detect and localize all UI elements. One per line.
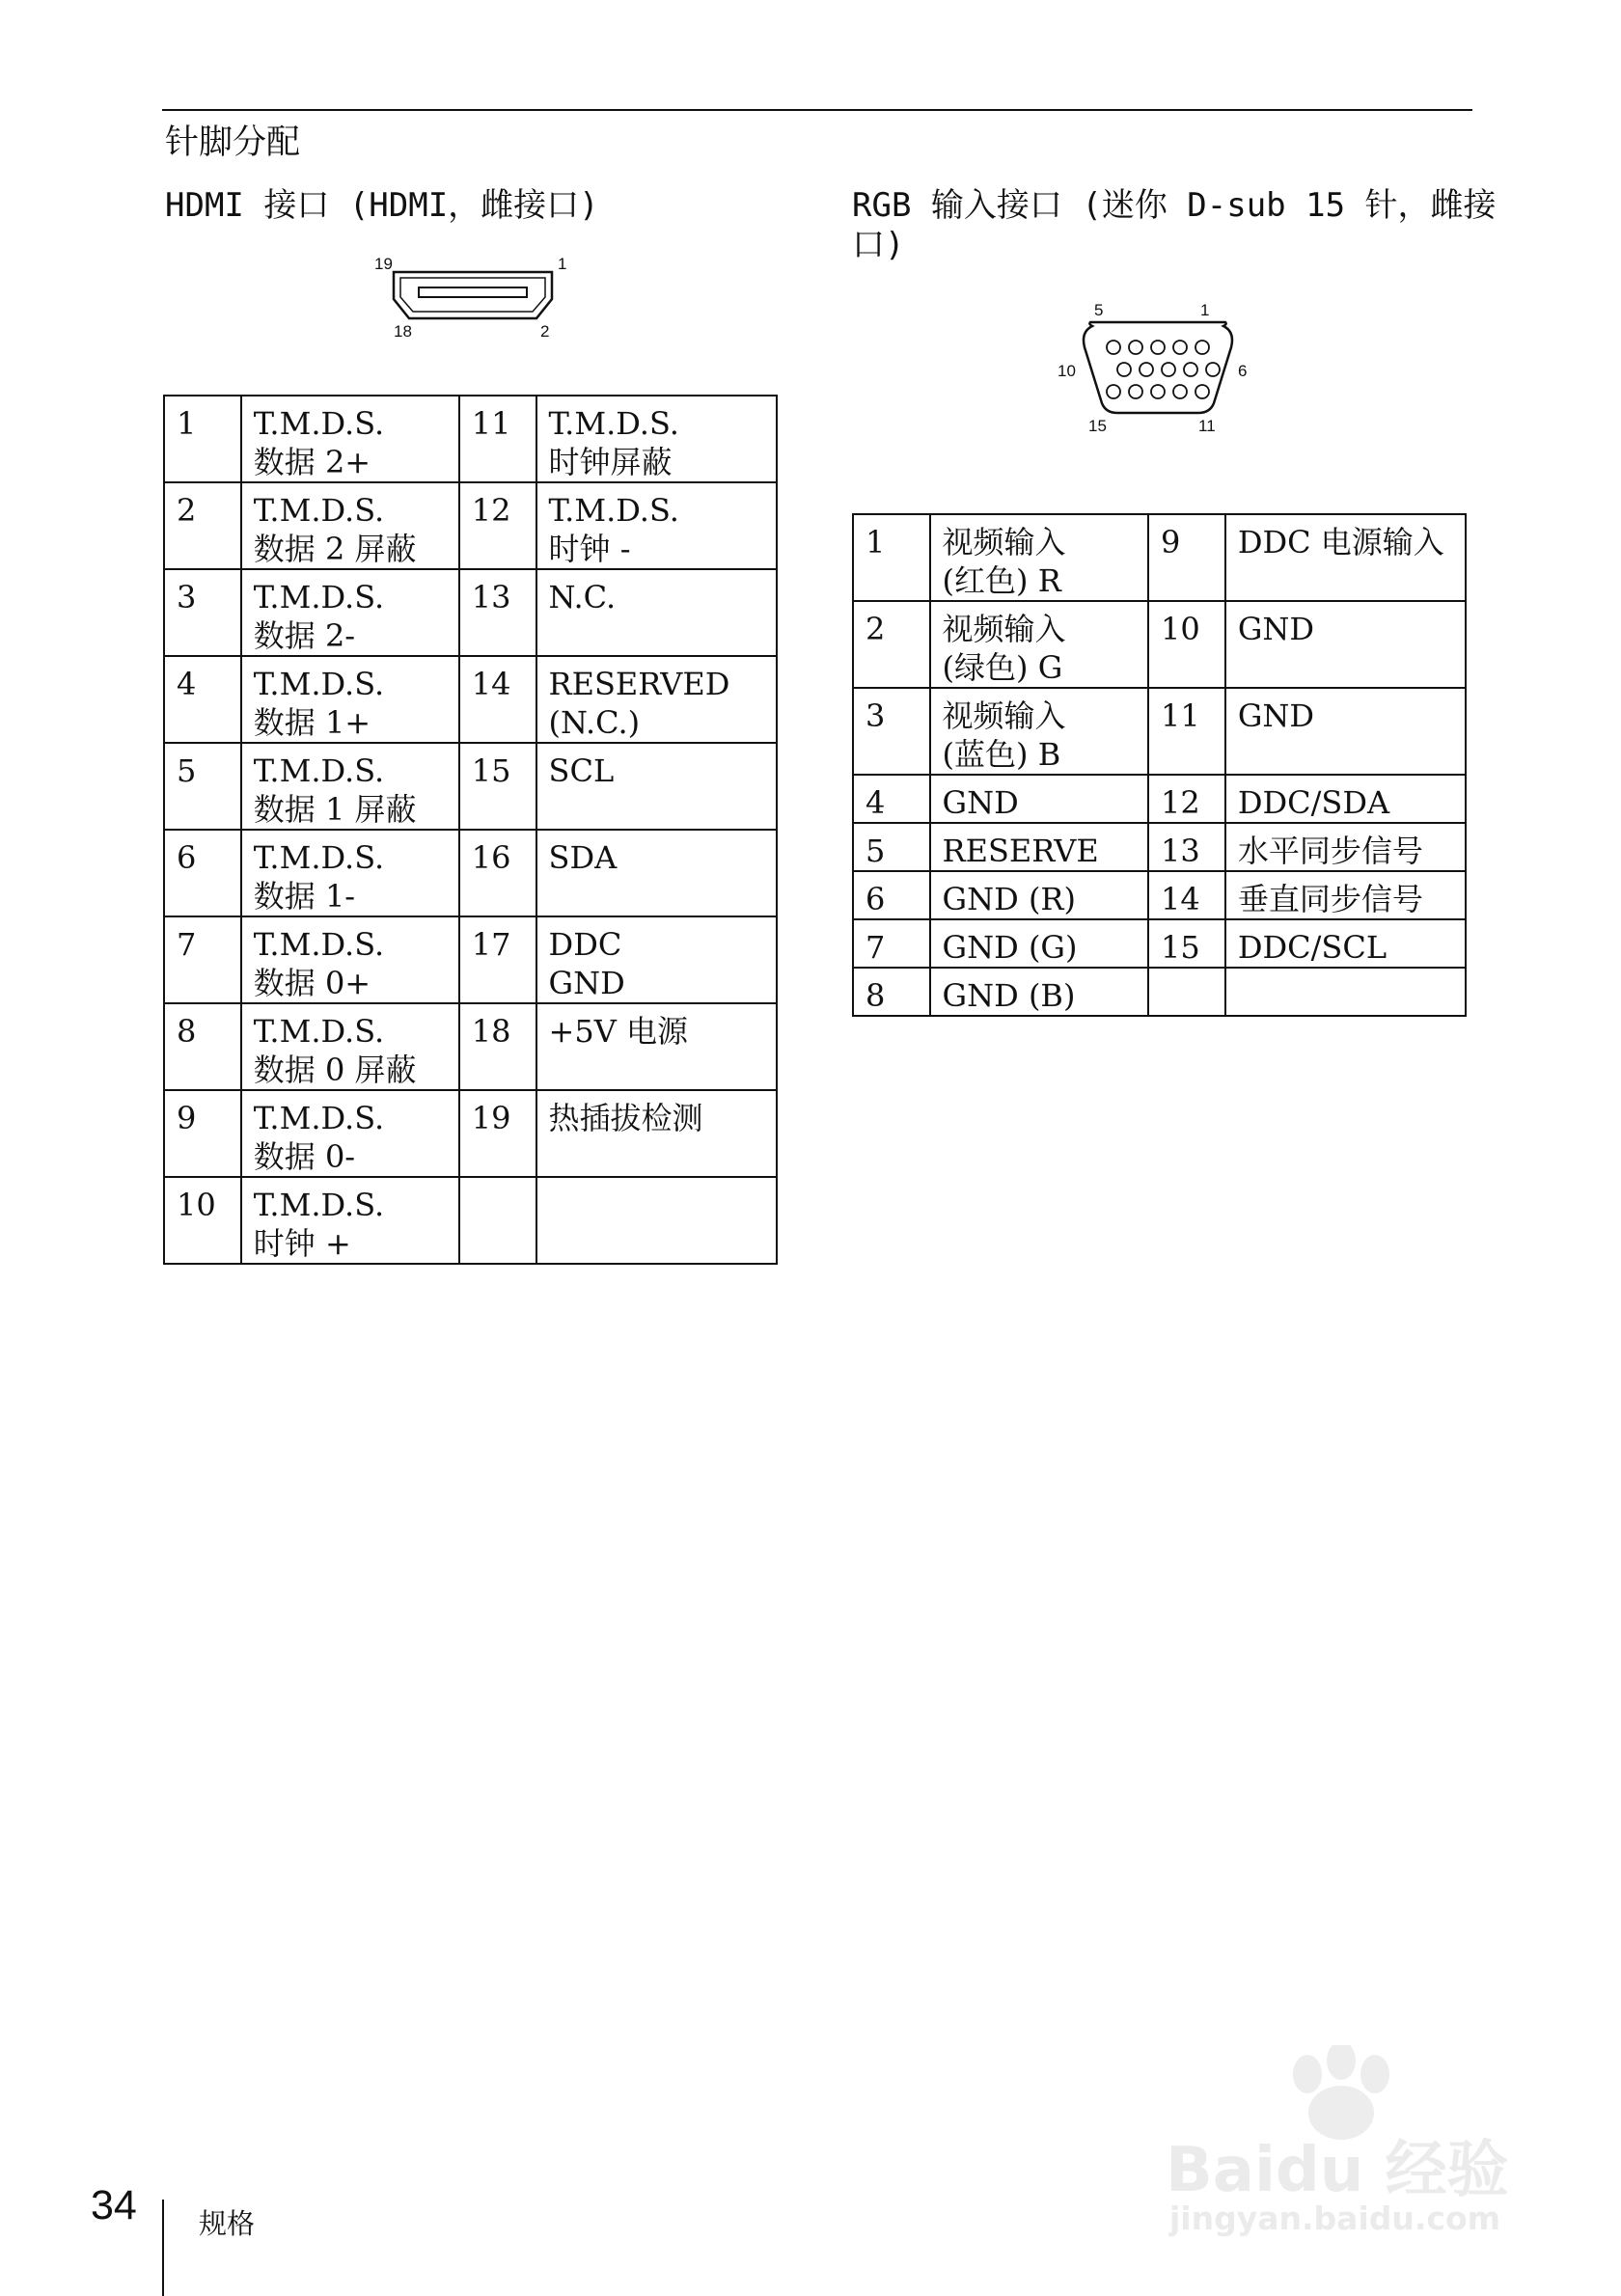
- signal-cell: [241, 1090, 459, 1177]
- signal-line: GND: [1237, 697, 1315, 734]
- signal-line: 时钟 +: [253, 1225, 351, 1262]
- signal-line: T.M.D.S.: [253, 405, 385, 442]
- signal-line: T.M.D.S.: [548, 492, 679, 529]
- signal-line: 数据 2-: [253, 617, 356, 654]
- pin-number-cell: 2: [853, 601, 930, 688]
- pin-number-cell: 14: [459, 656, 536, 743]
- signal-line: (N.C.): [548, 704, 641, 741]
- pin-number-cell: 16: [459, 830, 536, 916]
- hdmi-title: HDMI 接口 (HDMI，雌接口): [165, 186, 599, 225]
- signal-cell: [1225, 514, 1466, 601]
- rgb-pin-label: 1: [1200, 301, 1210, 319]
- pin-number-cell: [459, 1177, 536, 1264]
- rgb-pin-table: [852, 513, 1467, 1017]
- pin-number-cell: [1148, 968, 1225, 1016]
- signal-line: RESERVE: [942, 833, 1099, 869]
- pin-number-cell: 9: [164, 1090, 241, 1177]
- rgb-pin-label: 11: [1198, 417, 1216, 435]
- signal-line: 水平同步信号: [1237, 833, 1423, 869]
- pin-number-cell: 7: [164, 916, 241, 1003]
- pin-number-cell: 10: [1148, 601, 1225, 688]
- hdmi-pin-label: 19: [374, 255, 393, 273]
- dsub-connector-icon: [1077, 318, 1239, 419]
- signal-cell: [1225, 601, 1466, 688]
- pin-number-cell: 11: [1148, 688, 1225, 775]
- signal-line: T.M.D.S.: [253, 1013, 385, 1050]
- pin-number-cell: 13: [1148, 823, 1225, 871]
- signal-cell: [536, 482, 777, 569]
- watermark-brand: Baidu 经验: [1166, 2135, 1509, 2206]
- rgb-pin-label: 15: [1088, 417, 1107, 435]
- signal-line: 数据 1-: [253, 878, 356, 915]
- signal-line: T.M.D.S.: [253, 1100, 385, 1136]
- table-row: [853, 514, 1466, 601]
- table-row: [853, 871, 1466, 919]
- pin-number-cell: 10: [164, 1177, 241, 1264]
- hdmi-connector-icon: [388, 268, 558, 324]
- pin-number-cell: 6: [164, 830, 241, 916]
- baidu-watermark: [1148, 2045, 1534, 2248]
- pin-number-cell: 12: [1148, 775, 1225, 823]
- pin-number-cell: 17: [459, 916, 536, 1003]
- watermark-url: jingyan.baidu.com: [1169, 2200, 1501, 2237]
- signal-cell: [930, 514, 1148, 601]
- pin-number-cell: 5: [164, 743, 241, 830]
- pin-number-cell: 4: [164, 656, 241, 743]
- table-row: [853, 688, 1466, 775]
- signal-line: T.M.D.S.: [253, 492, 385, 529]
- signal-line: 数据 1 屏蔽: [253, 791, 417, 828]
- pin-number-cell: 7: [853, 919, 930, 968]
- rgb-pin-label: 10: [1058, 362, 1076, 380]
- table-row: [853, 775, 1466, 823]
- rgb-connector-diagram: [1052, 299, 1264, 439]
- table-row: [164, 396, 777, 482]
- pin-number-cell: 15: [1148, 919, 1225, 968]
- signal-cell: [241, 482, 459, 569]
- signal-line: GND (R): [942, 881, 1076, 917]
- hdmi-pin-label: 1: [558, 255, 567, 273]
- pin-number-cell: 3: [853, 688, 930, 775]
- signal-line: GND: [1237, 611, 1315, 647]
- signal-cell: [930, 823, 1148, 871]
- section-title: 针脚分配: [165, 123, 301, 162]
- rgb-pin-label: 5: [1094, 301, 1104, 319]
- rgb-title-line: RGB 输入接口 (迷你 D-sub 15 针，雌接: [852, 186, 1497, 225]
- signal-cell: [930, 688, 1148, 775]
- signal-line: T.M.D.S.: [253, 579, 385, 615]
- signal-cell: [536, 396, 777, 482]
- signal-line: T.M.D.S.: [253, 926, 385, 963]
- pin-number-cell: 15: [459, 743, 536, 830]
- signal-line: GND (B): [942, 977, 1076, 1014]
- hdmi-pin-table: [163, 395, 778, 1265]
- signal-line: RESERVED: [548, 666, 730, 702]
- signal-line: T.M.D.S.: [253, 752, 385, 789]
- signal-line: 视频输入: [942, 524, 1066, 560]
- table-row: [853, 919, 1466, 968]
- signal-cell: [536, 569, 777, 656]
- signal-line: GND (G): [942, 929, 1078, 966]
- table-row: [164, 1177, 777, 1264]
- signal-line: 视频输入: [942, 697, 1066, 734]
- signal-line: SCL: [548, 752, 615, 789]
- signal-cell: [1225, 688, 1466, 775]
- signal-line: (绿色) G: [942, 649, 1063, 686]
- signal-line: DDC/SDA: [1237, 784, 1390, 821]
- pin-number-cell: 2: [164, 482, 241, 569]
- rgb-title-line: 口): [852, 226, 905, 264]
- pin-number-cell: 18: [459, 1003, 536, 1090]
- signal-line: +5V 电源: [548, 1013, 688, 1050]
- signal-line: 热插拔检测: [548, 1100, 703, 1136]
- signal-line: T.M.D.S.: [253, 666, 385, 702]
- signal-cell: [536, 1003, 777, 1090]
- signal-line: GND: [942, 784, 1019, 821]
- pin-number-cell: 4: [853, 775, 930, 823]
- signal-line: 数据 2 屏蔽: [253, 531, 417, 567]
- signal-cell: [930, 775, 1148, 823]
- signal-cell: [930, 919, 1148, 968]
- signal-line: T.M.D.S.: [253, 839, 385, 876]
- signal-cell: [536, 743, 777, 830]
- signal-line: DDC/SCL: [1237, 929, 1387, 966]
- signal-line: 垂直同步信号: [1237, 881, 1423, 917]
- pin-number-cell: 1: [853, 514, 930, 601]
- signal-cell: [536, 830, 777, 916]
- table-row: [164, 1090, 777, 1177]
- signal-cell: [1225, 968, 1466, 1016]
- table-row: [164, 830, 777, 916]
- signal-line: 视频输入: [942, 611, 1066, 647]
- pin-number-cell: 1: [164, 396, 241, 482]
- pin-number-cell: 3: [164, 569, 241, 656]
- hdmi-connector-diagram: [367, 249, 579, 345]
- signal-cell: [536, 1090, 777, 1177]
- signal-line: GND: [548, 965, 625, 1001]
- footer-divider: [162, 2200, 164, 2296]
- signal-cell: [1225, 919, 1466, 968]
- footer-section-label: 规格: [199, 2207, 256, 2240]
- table-row: [164, 743, 777, 830]
- signal-line: DDC: [548, 926, 622, 963]
- table-row: [164, 569, 777, 656]
- hdmi-pin-label: 18: [394, 322, 412, 341]
- pin-number-cell: 11: [459, 396, 536, 482]
- signal-cell: [930, 871, 1148, 919]
- hdmi-pin-label: 2: [540, 322, 550, 341]
- pin-number-cell: 14: [1148, 871, 1225, 919]
- signal-line: T.M.D.S.: [253, 1187, 385, 1223]
- signal-cell: [241, 396, 459, 482]
- signal-line: SDA: [548, 839, 618, 876]
- signal-cell: [536, 916, 777, 1003]
- signal-line: 数据 1+: [253, 704, 371, 741]
- table-row: [164, 482, 777, 569]
- table-row: [853, 968, 1466, 1016]
- signal-cell: [1225, 823, 1466, 871]
- pin-number-cell: 8: [853, 968, 930, 1016]
- signal-cell: [241, 1177, 459, 1264]
- signal-cell: [241, 916, 459, 1003]
- rgb-pin-label: 6: [1238, 362, 1248, 380]
- signal-line: 数据 0 屏蔽: [253, 1052, 417, 1088]
- signal-cell: [241, 1003, 459, 1090]
- signal-cell: [241, 830, 459, 916]
- signal-cell: [1225, 871, 1466, 919]
- signal-line: 时钟 -: [548, 531, 631, 567]
- signal-line: (蓝色) B: [942, 736, 1061, 773]
- signal-line: 数据 0+: [253, 965, 371, 1001]
- table-row: [853, 601, 1466, 688]
- signal-line: 时钟屏蔽: [548, 444, 673, 480]
- signal-line: 数据 2+: [253, 444, 371, 480]
- pin-number-cell: 8: [164, 1003, 241, 1090]
- signal-cell: [241, 656, 459, 743]
- page-number: 34: [91, 2182, 137, 2228]
- pin-number-cell: 12: [459, 482, 536, 569]
- signal-cell: [930, 601, 1148, 688]
- signal-line: (红色) R: [942, 562, 1061, 599]
- table-row: [853, 823, 1466, 871]
- signal-line: DDC 电源输入: [1237, 524, 1444, 560]
- signal-cell: [930, 968, 1148, 1016]
- pin-number-cell: 6: [853, 871, 930, 919]
- signal-cell: [241, 569, 459, 656]
- pin-number-cell: 9: [1148, 514, 1225, 601]
- signal-line: T.M.D.S.: [548, 405, 679, 442]
- signal-cell: [536, 1177, 777, 1264]
- table-row: [164, 1003, 777, 1090]
- rgb-title: [852, 186, 1497, 265]
- pin-number-cell: 5: [853, 823, 930, 871]
- signal-line: 数据 0-: [253, 1138, 356, 1175]
- signal-line: N.C.: [548, 579, 617, 615]
- signal-cell: [241, 743, 459, 830]
- signal-cell: [536, 656, 777, 743]
- pin-number-cell: 19: [459, 1090, 536, 1177]
- table-row: [164, 916, 777, 1003]
- signal-cell: [1225, 775, 1466, 823]
- pin-number-cell: 13: [459, 569, 536, 656]
- top-rule: [162, 109, 1472, 111]
- table-row: [164, 656, 777, 743]
